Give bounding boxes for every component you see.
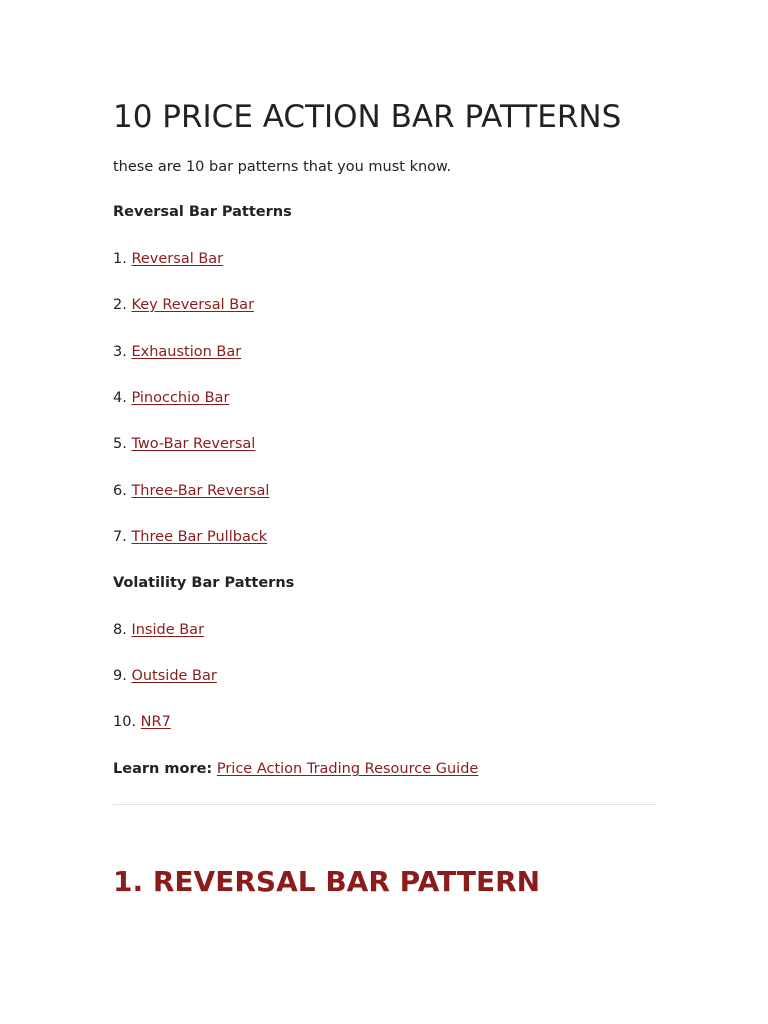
section-title: 1. REVERSAL BAR PATTERN (113, 865, 541, 898)
list-item (113, 479, 269, 503)
outside-bar-link[interactable]: Outside Bar (131, 668, 217, 684)
list-number: 3. (113, 344, 127, 360)
reversal-patterns-heading: Reversal Bar Patterns (113, 204, 292, 220)
list-number: 2. (113, 297, 127, 313)
list-number: 7. (113, 529, 127, 545)
list-item (113, 618, 204, 642)
divider (113, 804, 656, 805)
three-bar-pullback-link[interactable]: Three Bar Pullback (131, 529, 268, 545)
pinocchio-bar-link[interactable]: Pinocchio Bar (131, 390, 230, 406)
key-reversal-bar-link[interactable]: Key Reversal Bar (131, 297, 255, 313)
inside-bar-link[interactable]: Inside Bar (131, 622, 205, 638)
list-item (113, 340, 241, 364)
list-number: 9. (113, 668, 127, 684)
list-item (113, 293, 254, 317)
intro-text: these are 10 bar patterns that you must know. (113, 159, 452, 175)
list-number: 10. (113, 714, 137, 730)
list-number: 6. (113, 483, 127, 499)
page-title: 10 PRICE ACTION BAR PATTERNS (113, 99, 622, 135)
learn-more-label: Learn more: (113, 761, 213, 777)
reversal-bar-link[interactable]: Reversal Bar (131, 251, 224, 267)
list-item (113, 247, 223, 271)
list-number: 4. (113, 390, 127, 406)
list-item (113, 525, 267, 549)
learn-more (113, 757, 478, 781)
nr7-link[interactable]: NR7 (140, 714, 171, 730)
list-number: 5. (113, 436, 127, 452)
list-item (113, 386, 229, 410)
list-item (113, 664, 217, 688)
exhaustion-bar-link[interactable]: Exhaustion Bar (131, 344, 242, 360)
volatility-patterns-heading: Volatility Bar Patterns (113, 575, 295, 591)
resource-guide-link[interactable]: Price Action Trading Resource Guide (216, 761, 479, 777)
list-number: 1. (113, 251, 127, 267)
list-number: 8. (113, 622, 127, 638)
two-bar-reversal-link[interactable]: Two-Bar Reversal (131, 436, 256, 452)
list-item (113, 432, 255, 456)
list-item (113, 710, 171, 734)
three-bar-reversal-link[interactable]: Three-Bar Reversal (131, 483, 270, 499)
